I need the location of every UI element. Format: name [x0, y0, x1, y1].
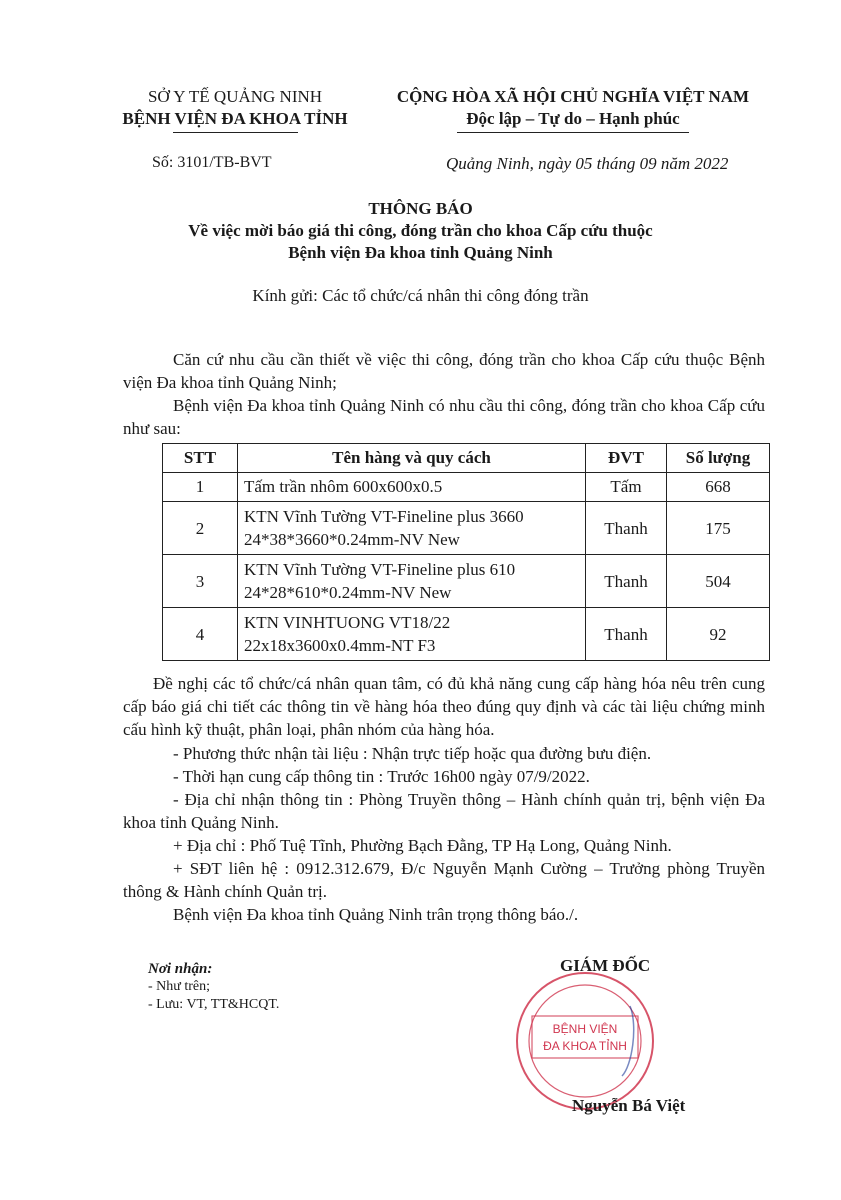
- document-number: Số: 3101/TB-BVT: [152, 154, 272, 171]
- cell-unit: Tấm: [586, 473, 667, 502]
- signer-name: Nguyễn Bá Việt: [572, 1096, 686, 1115]
- detail-address: + Địa chỉ : Phố Tuệ Tĩnh, Phường Bạch Đằng, TP Hạ Long, Quảng Ninh.: [173, 836, 672, 855]
- cell-stt: 2: [163, 502, 238, 555]
- title-main: THÔNG BÁO: [368, 199, 473, 218]
- cell-unit: Thanh: [586, 608, 667, 661]
- cell-stt: 3: [163, 555, 238, 608]
- document-title: [100, 198, 741, 264]
- details-block: [123, 742, 765, 926]
- cell-name-line1: KTN Vĩnh Tường VT-Fineline plus 3660: [244, 507, 524, 526]
- issuing-organization: [100, 86, 370, 133]
- header-name: Tên hàng và quy cách: [238, 444, 586, 473]
- greeting: Kính gửi: Các tổ chức/cá nhân thi công đóng trần: [252, 286, 589, 305]
- cell-name-line1: KTN Vĩnh Tường VT-Fineline plus 610: [244, 560, 516, 579]
- detail-deadline: - Thời hạn cung cấp thông tin : Trước 16h00 ngày 07/9/2022.: [173, 767, 590, 786]
- header-qty: Số lượng: [667, 444, 770, 473]
- table-row: [163, 473, 770, 502]
- cell-unit: Thanh: [586, 502, 667, 555]
- paragraph-need: Bệnh viện Đa khoa tỉnh Quảng Ninh có nhu cầu thi công, đóng trần cho khoa Cấp cứu như sau:: [123, 396, 765, 438]
- cell-name: [238, 502, 586, 555]
- cell-name-line1: KTN VINHTUONG VT18/22: [244, 613, 451, 632]
- recipient-item: - Lưu: VT, TT&HCQT.: [148, 997, 280, 1012]
- detail-address-recv: - Địa chỉ nhận thông tin : Phòng Truyền thông – Hành chính quản trị, bệnh viện Đa khoa tỉnh Quảng Ninh.: [123, 790, 765, 832]
- hospital-stamp: [510, 966, 660, 1116]
- table-row: [163, 502, 770, 555]
- recipients: [148, 960, 279, 1014]
- recipients-label: Nơi nhận:: [148, 961, 213, 977]
- stamp-line1: BỆNH VIỆN: [552, 1022, 618, 1036]
- cell-stt: 1: [163, 473, 238, 502]
- cell-stt: 4: [163, 608, 238, 661]
- cell-qty: 504: [667, 555, 770, 608]
- table-row: [163, 608, 770, 661]
- items-table: [162, 443, 770, 661]
- paragraph-basis: Căn cứ nhu cầu cần thiết về việc thi công, đóng trần cho khoa Cấp cứu thuộc Bệnh viện Đa khoa tỉnh Quảng Ninh;: [123, 350, 765, 392]
- closing-line: Bệnh viện Đa khoa tỉnh Quảng Ninh trân trọng thông báo./.: [173, 905, 579, 924]
- nation-motto: Độc lập – Tự do – Hạnh phúc: [466, 109, 680, 128]
- detail-phone: + SĐT liên hệ : 0912.312.679, Đ/c Nguyễn Mạnh Cường – Trưởng phòng Truyền thông & Hành chính Quản trị.: [123, 859, 765, 901]
- national-heading: [378, 86, 768, 133]
- motto-underline: [457, 132, 689, 133]
- title-subject-2: Bệnh viện Đa khoa tỉnh Quảng Ninh: [288, 243, 553, 262]
- header-unit: ĐVT: [586, 444, 667, 473]
- recipient-item: - Như trên;: [148, 979, 211, 994]
- paragraph-request: Đề nghị các tổ chức/cá nhân quan tâm, có đủ khả năng cung cấp hàng hóa nêu trên cung cấp báo giá chi tiết các thông tin về hàng hóa theo đúng quy định và các tài liệu chứng minh cấu hình kỹ thuật, phân loại, phân nhóm của hàng hóa.: [123, 674, 765, 739]
- cell-name-line2: 24*38*3660*0.24mm-NV New: [244, 530, 460, 549]
- table-header-row: [163, 444, 770, 473]
- org-underline: [173, 132, 298, 133]
- cell-name-line2: 22x18x3600x0.4mm-NT F3: [244, 636, 436, 655]
- cell-name: Tấm trần nhôm 600x600x0.5: [238, 473, 586, 502]
- cell-name-line2: 24*28*610*0.24mm-NV New: [244, 583, 452, 602]
- cell-qty: 175: [667, 502, 770, 555]
- cell-qty: 92: [667, 608, 770, 661]
- stamp-line2: ĐA KHOA TỈNH: [543, 1039, 627, 1053]
- title-subject-1: Về việc mời báo giá thi công, đóng trần cho khoa Cấp cứu thuộc: [188, 221, 653, 240]
- cell-qty: 668: [667, 473, 770, 502]
- table-row: [163, 555, 770, 608]
- place-date: Quảng Ninh, ngày 05 tháng 09 năm 2022: [446, 154, 729, 173]
- cell-name: [238, 608, 586, 661]
- org-hospital: BỆNH VIỆN ĐA KHOA TỈNH: [122, 109, 348, 128]
- header-stt: STT: [163, 444, 238, 473]
- cell-unit: Thanh: [586, 555, 667, 608]
- cell-name: [238, 555, 586, 608]
- director-title: GIÁM ĐỐC: [560, 956, 651, 975]
- detail-method: - Phương thức nhận tài liệu : Nhận trực tiếp hoặc qua đường bưu điện.: [173, 744, 652, 763]
- nation-name: CỘNG HÒA XÃ HỘI CHỦ NGHĨA VIỆT NAM: [396, 87, 750, 106]
- org-department: SỞ Y TẾ QUẢNG NINH: [147, 87, 323, 106]
